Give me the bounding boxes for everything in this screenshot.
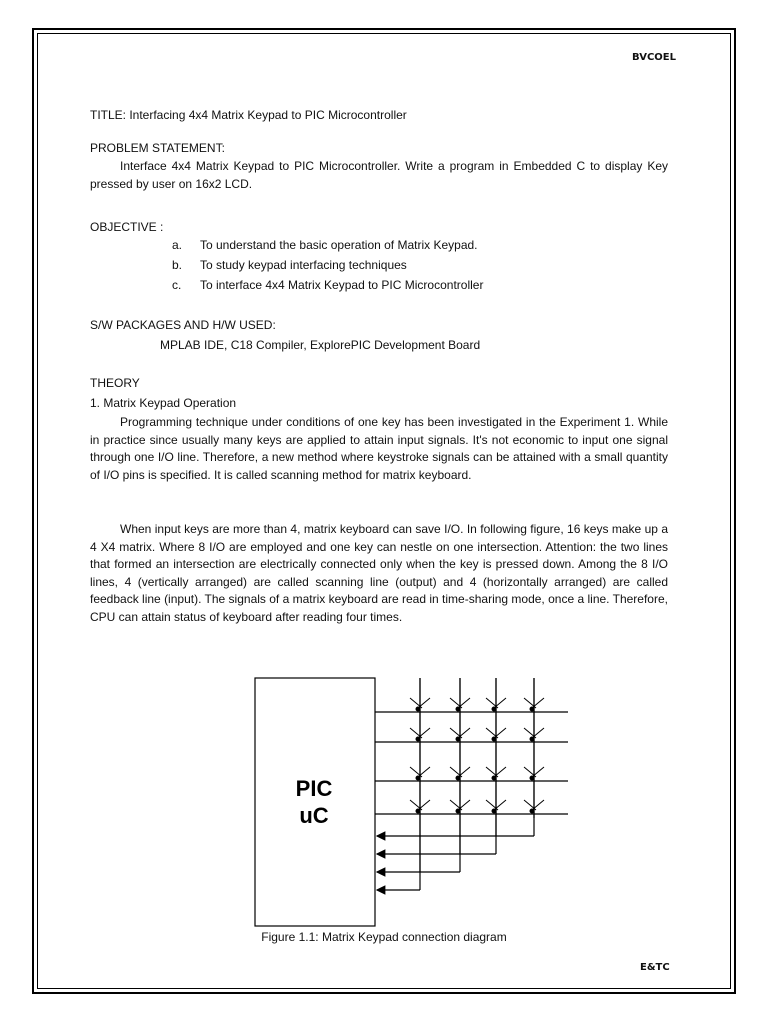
objective-item-c-label: c. (172, 278, 182, 292)
theory-paragraph-1-body: Programming technique under conditions of one key has been investigated in the Experiment 1. While in practice since usually many keys are applied to attain input signals. It's not economic to input one signal through one I/O line. Therefore, a new method where keystroke signals can be attained with a small quantity of I/O pins is specified. It is called scanning method for matrix keyboard. (90, 415, 668, 482)
problem-heading: PROBLEM STATEMENT: (90, 141, 225, 155)
figure-caption: Figure 1.1: Matrix Keypad connection diagram (261, 930, 507, 944)
theory-heading: THEORY (90, 376, 140, 390)
chip-label-line2: uC (299, 803, 329, 828)
objective-item-b-label: b. (172, 258, 183, 272)
objective-heading: OBJECTIVE : (90, 220, 164, 234)
keypad-connection-diagram (250, 666, 580, 928)
theory-subheading: 1. Matrix Keypad Operation (90, 396, 237, 410)
document-title: TITLE: Interfacing 4x4 Matrix Keypad to PIC Microcontroller (90, 108, 407, 122)
keypad-wiring (375, 678, 568, 890)
chip-label-line1: PIC (295, 776, 333, 801)
theory-paragraph-2 (90, 521, 668, 627)
problem-text (90, 158, 668, 193)
packages-text: MPLAB IDE, C18 Compiler, ExplorePIC Development Board (160, 338, 481, 352)
keypad-keys (410, 698, 544, 813)
problem-text-body: Interface 4x4 Matrix Keypad to PIC Microcontroller. Write a program in Embedded C to display Key pressed by user on 16x2 LCD. (90, 159, 668, 191)
objective-item-a: To understand the basic operation of Matrix Keypad. (200, 238, 478, 252)
footer-department: E&TC (640, 962, 670, 973)
theory-paragraph-2-body: When input keys are more than 4, matrix keyboard can save I/O. In following figure, 16 keys make up a 4 X4 matrix. Where 8 I/O are employed and one key can nestle on one intersection. Attention: the two lines that formed an intersection are electrically connected only when the key is pressed down. Among the 8 I/O lines, 4 (vertically arranged) are called scanning line (output) and 4 (horizontally arranged) are called feedback line (input). The signals of a matrix keyboard are read in time-sharing mode, once a line. Therefore, CPU can attain status of keyboard after reading four times. (90, 522, 668, 624)
objective-item-b: To study keypad interfacing techniques (200, 258, 407, 272)
pic-chip-box (255, 678, 375, 926)
objective-item-c: To interface 4x4 Matrix Keypad to PIC Microcontroller (200, 278, 484, 292)
theory-paragraph-1 (90, 414, 668, 484)
header-institution: BVCOEL (632, 52, 676, 63)
packages-heading: S/W PACKAGES AND H/W USED: (90, 318, 276, 332)
objective-item-a-label: a. (172, 238, 183, 252)
